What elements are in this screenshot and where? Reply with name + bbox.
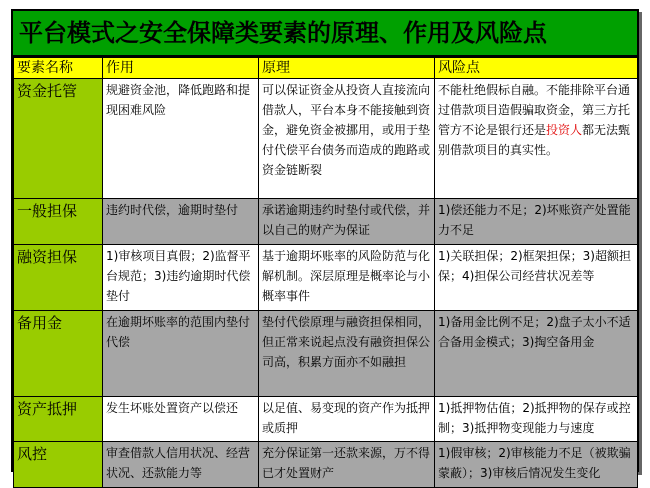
header-cell: 原理 [259,58,435,79]
header-row [14,58,638,79]
principle-cell: 垫付代偿原理与融资担保相同，但正常来说起点没有融资担保公司高，积累方面亦不如融担 [259,311,435,397]
table-row [14,245,638,311]
risk-text: 都无法甄别借款项目的真实性。 [438,123,631,157]
table-row [14,397,638,442]
table-row [14,79,638,199]
table-row [14,199,638,245]
effect-cell: 发生坏账处置资产以偿还 [103,397,259,442]
header-cell: 要素名称 [14,58,103,79]
header-cell: 风险点 [435,58,638,79]
risk-cell: 1)假审核；2)审核能力不足（被欺骗蒙蔽）；3)审核后情况发生变化 [435,442,638,488]
element-name-cell: 风控 [14,442,103,488]
table-row [14,311,638,397]
risk-cell: 1)抵押物估值；2)抵押物的保存或控制；3)抵押物变现能力与速度 [435,397,638,442]
page-title: 平台模式之安全保障类要素的原理、作用及风险点 [13,11,637,57]
risk-cell [435,79,638,199]
effect-cell: 在逾期坏账率的范围内垫付代偿 [103,311,259,397]
element-table [13,57,638,488]
principle-cell: 基于逾期坏账率的风险防范与化解机制。深层原理是概率论与小概率事件 [259,245,435,311]
risk-highlight-text: 投资人 [546,123,583,137]
effect-cell: 违约时代偿，逾期时垫付 [103,199,259,245]
element-name-cell: 一般担保 [14,199,103,245]
principle-cell: 承诺逾期违约时垫付或代偿，并以自己的财产为保证 [259,199,435,245]
header-cell: 作用 [103,58,259,79]
element-name-cell: 资金托管 [14,79,103,199]
element-name-cell: 资产抵押 [14,397,103,442]
element-name-cell: 备用金 [14,311,103,397]
principle-cell: 充分保证第一还款来源，万不得已才处置财产 [259,442,435,488]
risk-cell: 1)偿还能力不足；2)坏账资产处置能力不足 [435,199,638,245]
effect-cell: 规避资金池，降低跑路和提现困难风险 [103,79,259,199]
effect-cell: 审查借款人信用状况、经营状况、还款能力等 [103,442,259,488]
effect-cell: 1)审核项目真假；2)监督平台规范；3)违约逾期时代偿垫付 [103,245,259,311]
risk-cell: 1)备用金比例不足；2)盘子太小不适合备用金模式；3)掏空备用金 [435,311,638,397]
principle-cell: 可以保证资金从投资人直接流向借款人，平台本身不能接触到资金，避免资金被挪用，或用于垫付代偿平台债务而造成的跑路或资金链断裂 [259,79,435,199]
principle-cell: 以足值、易变现的资产作为抵押或质押 [259,397,435,442]
element-name-cell: 融资担保 [14,245,103,311]
risk-cell: 1)关联担保；2)框架担保；3)超额担保；4)担保公司经营状况差等 [435,245,638,311]
risk-text: 不能杜绝假标自融。不能排除平台通过借款项目造假骗取资金，第三方托管方不论是银行还是 [438,83,631,137]
document-table-frame [11,9,639,480]
